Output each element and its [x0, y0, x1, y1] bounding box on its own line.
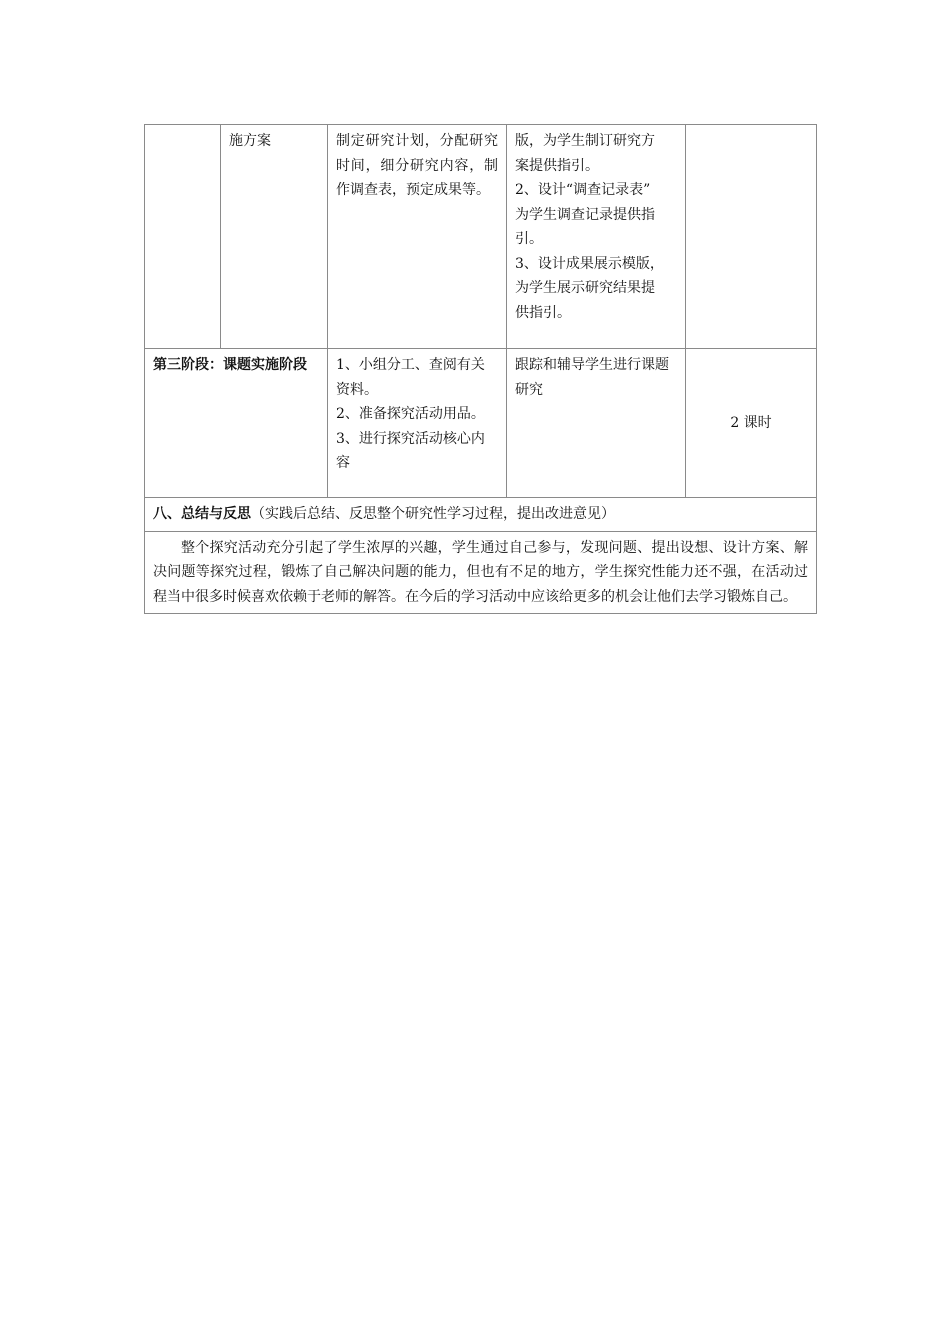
guidance-line: 案提供指引。 — [515, 157, 599, 174]
activity-item: 1、小组分工、查阅有关资料。 — [336, 357, 485, 398]
guidance-line: 引。 — [515, 231, 543, 247]
guidance-line: 3、设计成果展示模版， — [515, 255, 664, 272]
table-row — [145, 349, 817, 498]
activity-item: 2、准备探究活动用品。 — [336, 406, 485, 422]
section-header — [145, 498, 817, 532]
teacher-cell: 跟踪和辅导学生进行课题研究 — [507, 349, 686, 498]
summary-row — [145, 531, 817, 614]
guidance-line: 为学生调查记录提供指 — [515, 206, 655, 223]
activity-item: 3、进行探究活动核心内容 — [336, 430, 485, 471]
table-row — [145, 125, 817, 349]
plan-content-cell: 制定研究计划，分配研究时间，细分研究内容，制作调查表，预定成果等。 — [328, 125, 507, 349]
hours-cell: 2 课时 — [686, 349, 817, 498]
section-header-row — [145, 498, 817, 532]
empty-cell — [686, 125, 817, 349]
plan-table — [144, 124, 817, 614]
guidance-cell — [507, 125, 686, 349]
guidance-line: 供指引。 — [515, 304, 571, 321]
plan-name-cell: 施方案 — [221, 125, 328, 349]
guidance-line: 2、设计“调查记录表” — [515, 182, 651, 198]
summary-text: 整个探究活动充分引起了学生浓厚的兴趣，学生通过自己参与，发现问题、提出设想、设计方案、解决问题等探究过程，锻炼了自己解决问题的能力，但也有不足的地方，学生探究性能力还不强，在活动过程当中很多时候喜欢依赖于老师的解答。在今后的学习活动中应该给更多的机会让他们去学习锻炼自己。 — [145, 531, 817, 614]
stage-title-cell: 第三阶段：课题实施阶段 — [145, 349, 328, 498]
guidance-line: 版，为学生制订研究方 — [515, 133, 655, 149]
activities-cell — [328, 349, 507, 498]
guidance-line: 为学生展示研究结果提 — [515, 280, 655, 296]
empty-cell — [145, 125, 221, 349]
section-title: 八、总结与反思 — [153, 506, 251, 522]
section-note: （实践后总结、反思整个研究性学习过程，提出改进意见） — [251, 506, 615, 522]
